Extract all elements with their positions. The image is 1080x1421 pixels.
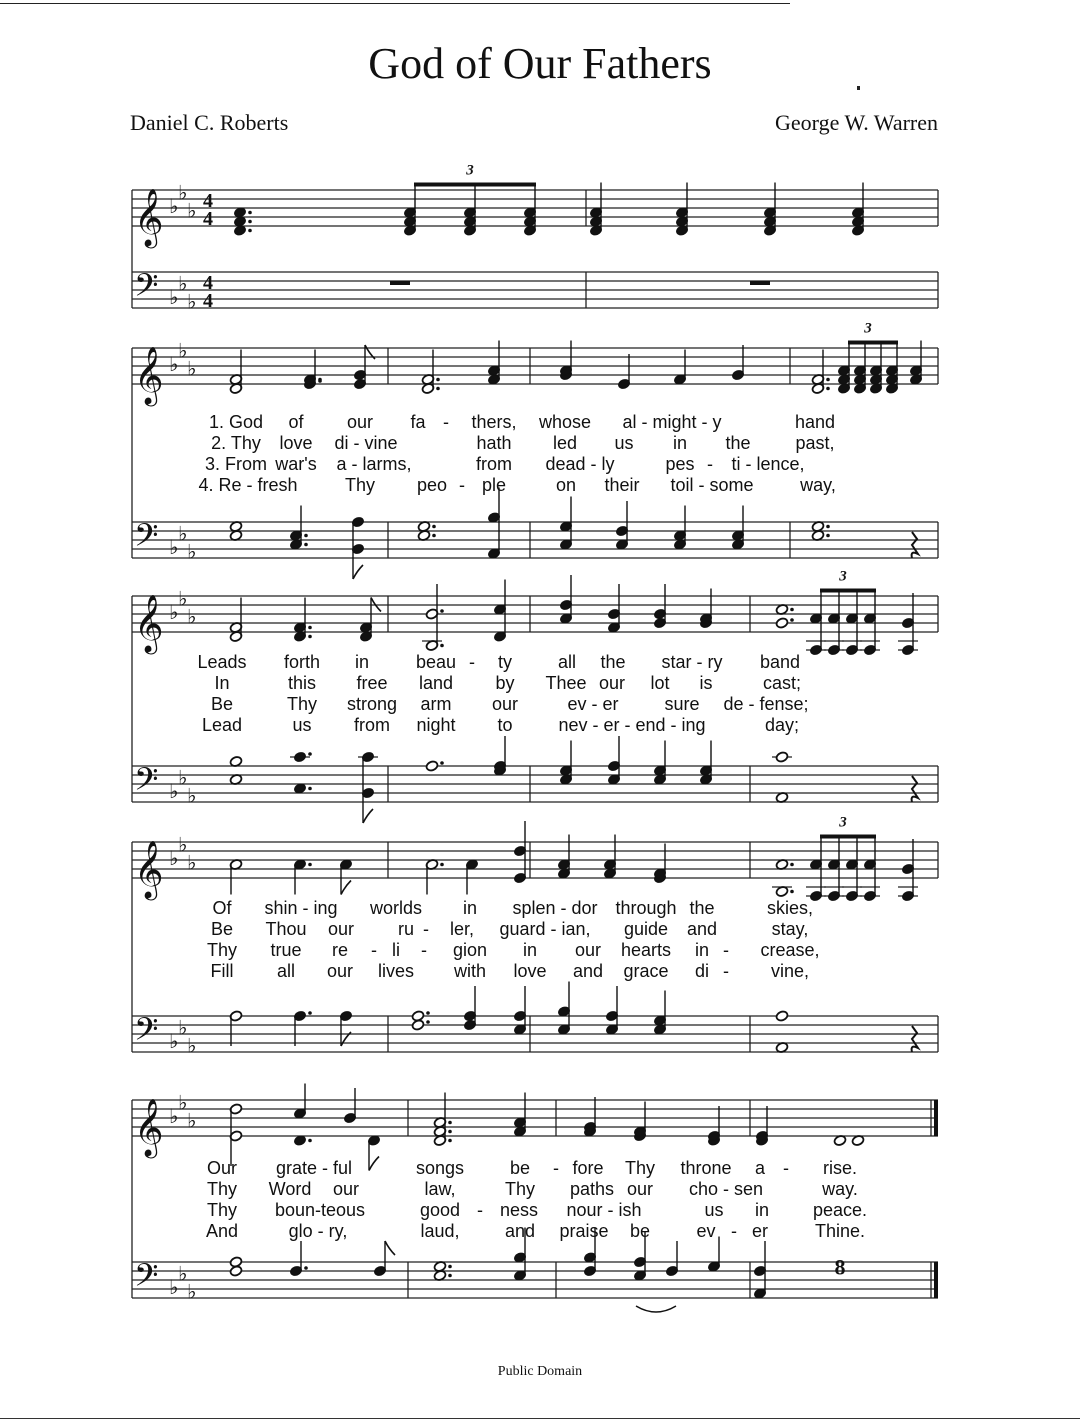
lyric-syllable: - [731, 1221, 737, 1241]
lyric-syllable: al - might - y [622, 412, 722, 432]
treble-clef-icon: 𝄞 [134, 1098, 164, 1156]
dot [440, 863, 444, 867]
treble-clef-icon: 𝄞 [134, 840, 164, 898]
lyric-syllable: ev - er [567, 694, 619, 714]
dot [436, 378, 440, 382]
key-flat-icon: ♭ [187, 1033, 197, 1058]
lyric-syllable: glo - ry, [288, 1221, 348, 1241]
key-flat-icon: ♭ [169, 352, 179, 376]
lyric-syllable: rise. [822, 1158, 858, 1178]
lyric-syllable: And [205, 1221, 239, 1241]
lyric-syllable: in [522, 940, 538, 960]
dot [440, 644, 444, 648]
dot [826, 525, 830, 529]
lyric-syllable: in [672, 433, 688, 453]
key-flat-icon: ♭ [169, 285, 179, 309]
lyric-syllable: in [354, 652, 370, 672]
dot [308, 1011, 312, 1015]
key-flat-icon: ♭ [187, 539, 197, 564]
text-author: Daniel C. Roberts [130, 110, 289, 135]
lyric-syllable: of [288, 412, 304, 432]
lyric-syllable: true [270, 940, 302, 960]
lyric-syllable: Leads [197, 652, 247, 672]
bottom-rule [0, 1418, 1080, 1419]
lyric-syllable: de - fense; [723, 694, 809, 714]
lyric-syllable: Our [206, 1158, 238, 1178]
lyric-syllable: - [477, 1200, 483, 1220]
lyric-syllable: nev - er - end - ing [558, 715, 706, 735]
lyric-syllable: di - vine [334, 433, 398, 453]
lyric-syllable: be [629, 1221, 651, 1241]
lyric-syllable: by [495, 673, 515, 693]
key-flat-icon: ♭ [178, 338, 188, 363]
lyric-syllable: Thee [545, 673, 587, 693]
lyric-syllable: arm [420, 694, 452, 714]
lyric-syllable: us [704, 1200, 724, 1220]
lyric-syllable: land [418, 673, 454, 693]
key-flat-icon: ♭ [187, 1279, 197, 1304]
dot [440, 609, 444, 613]
dot [448, 1139, 452, 1143]
whole-rest-icon [390, 281, 410, 285]
dot [248, 229, 252, 233]
triplet-beam [820, 835, 876, 839]
lyric-syllable: the [600, 652, 626, 672]
key-flat-icon: ♭ [187, 356, 197, 381]
lyric-syllable: skies, [766, 898, 814, 918]
key-flat-icon: ♭ [178, 765, 188, 790]
lyric-syllable: Thine. [814, 1221, 866, 1241]
time-signature-denominator: 4 [203, 290, 213, 312]
lyric-syllable: good [419, 1200, 461, 1220]
lyric-syllable: in [462, 898, 478, 918]
dot [308, 635, 312, 639]
verse-4-line [0, 1221, 1080, 1243]
verse-3-line [0, 694, 1080, 716]
lyric-syllable: a [754, 1158, 766, 1178]
dot [308, 787, 312, 791]
lyric-syllable: hearts [620, 940, 672, 960]
half-note-head [775, 617, 789, 629]
lyric-syllable: night [416, 715, 456, 735]
dot [304, 534, 308, 538]
bass-clef-icon: 𝄢 [134, 1257, 159, 1301]
lyric-syllable: guide [623, 919, 669, 939]
key-flat-icon: ♭ [178, 521, 188, 546]
dot [448, 1130, 452, 1134]
lyric-syllable: - [443, 412, 449, 432]
lyric-syllable: lives [377, 961, 415, 981]
lyric-syllable: guard - ian, [499, 919, 591, 939]
key-flat-icon: ♭ [178, 1261, 188, 1286]
lyric-syllable: strong [346, 694, 398, 714]
half-note-head [229, 1256, 243, 1268]
verse-1-line [0, 898, 1080, 920]
lyric-syllable: with [453, 961, 487, 981]
note-flag [363, 809, 373, 823]
lyric-syllable: ev [696, 1221, 716, 1241]
verse-2-line [0, 1179, 1080, 1201]
lyric-syllable: to [497, 715, 513, 735]
lyric-syllable: Fill [210, 961, 234, 981]
dot [448, 1121, 452, 1125]
lyric-syllable: ty [497, 652, 513, 672]
lyric-syllable: - [553, 1158, 559, 1178]
lyric-syllable: re [331, 940, 349, 960]
key-flat-icon: ♭ [178, 180, 188, 205]
lyric-syllable: Thou [265, 919, 307, 939]
dot [432, 534, 436, 538]
lyric-syllable: crease, [760, 940, 820, 960]
lyric-syllable: from [354, 715, 390, 735]
verse-4-line [0, 475, 1080, 497]
lyric-syllable: and [686, 919, 718, 939]
lyric-syllable: 4. Re - fresh [198, 475, 298, 495]
lyric-syllable: Of [212, 898, 232, 918]
lyric-syllable: our [491, 694, 519, 714]
lyric-syllable: - [421, 940, 427, 960]
lyric-syllable: toil - some [670, 475, 754, 495]
key-flat-icon: ♭ [169, 846, 179, 870]
lyric-syllable: our [574, 940, 602, 960]
lyric-syllable: paths [569, 1179, 615, 1199]
key-flat-icon: ♭ [178, 271, 188, 296]
lyric-syllable: - [723, 940, 729, 960]
whole-chord-figure: 8 [834, 1254, 846, 1280]
dot [790, 608, 794, 612]
lyric-syllable: 2. Thy [211, 433, 261, 453]
key-flat-icon: ♭ [187, 1108, 197, 1133]
lyric-syllable: cho - sen [688, 1179, 764, 1199]
lyric-syllable: splen - dor [512, 898, 598, 918]
lyric-syllable: be [509, 1158, 531, 1178]
treble-clef-icon: 𝄞 [134, 346, 164, 404]
time-signature-numerator: 4 [203, 272, 213, 294]
lyric-syllable: our [346, 412, 374, 432]
lyric-syllable: law, [424, 1179, 456, 1199]
verse-3-line [0, 1200, 1080, 1222]
lyric-syllable: love [513, 961, 547, 981]
triplet-number: 3 [466, 162, 474, 179]
key-flat-icon: ♭ [178, 586, 188, 611]
key-flat-icon: ♭ [169, 535, 179, 559]
triplet-number: 3 [839, 814, 847, 831]
dot [790, 618, 794, 622]
lyric-syllable: past, [795, 433, 835, 453]
verse-1-line [0, 412, 1080, 434]
lyric-syllable: on [555, 475, 577, 495]
lyric-syllable: our [626, 1179, 654, 1199]
lyric-syllable: In [214, 673, 230, 693]
lyric-syllable: their [604, 475, 640, 495]
note-flag [341, 881, 351, 895]
lyric-syllable: the [689, 898, 715, 918]
lyric-syllable: a - larms, [336, 454, 412, 474]
lyric-syllable: thers, [471, 412, 517, 432]
quarter-note-head [293, 751, 307, 763]
lyric-syllable: Thy [344, 475, 376, 495]
half-note-head [775, 1010, 789, 1022]
lyric-syllable: ler, [449, 919, 475, 939]
lyric-syllable: ru [397, 919, 415, 939]
copyright-footer: Public Domain [497, 1364, 583, 1379]
lyric-syllable: our [326, 961, 354, 981]
key-flat-icon: ♭ [169, 1275, 179, 1299]
lyric-syllable: the [725, 433, 751, 453]
lyric-syllable: ness [499, 1200, 539, 1220]
treble-clef-icon: 𝄞 [134, 188, 164, 246]
lyric-syllable: lot [650, 673, 670, 693]
key-flat-icon: ♭ [169, 1104, 179, 1128]
lyric-syllable: vine, [770, 961, 810, 981]
verse-3-line [0, 940, 1080, 962]
lyric-syllable: songs [415, 1158, 465, 1178]
quarter-rest-icon [912, 532, 918, 558]
hymn-title: God of Our Fathers [368, 39, 712, 88]
dot [432, 525, 436, 529]
lyric-syllable: Thy [206, 940, 238, 960]
key-flat-icon: ♭ [169, 779, 179, 803]
key-flat-icon: ♭ [178, 1015, 188, 1040]
lyric-syllable: grate - ful [275, 1158, 353, 1178]
treble-clef-icon: 𝄞 [134, 594, 164, 652]
lyric-syllable: whose [538, 412, 592, 432]
dot [448, 1265, 452, 1269]
quarter-rest-icon [912, 776, 918, 802]
lyric-syllable: hath [476, 433, 512, 453]
dot [436, 387, 440, 391]
lyric-syllable: star - ry [661, 652, 723, 672]
dot [448, 1274, 452, 1278]
half-note-head [775, 751, 789, 763]
lyric-syllable: - [469, 652, 475, 672]
lyric-syllable: in [694, 940, 710, 960]
lyric-syllable: this [287, 673, 317, 693]
lyric-syllable: Be [210, 694, 234, 714]
note-flag [385, 1241, 395, 1255]
lyric-syllable: ple [481, 475, 507, 495]
dot [308, 1139, 312, 1143]
dot [308, 752, 312, 756]
lyric-syllable: our [598, 673, 626, 693]
final-barline-thick [934, 1100, 938, 1136]
lyric-syllable: Thy [504, 1179, 536, 1199]
dot [426, 1020, 430, 1024]
lyric-syllable: forth [283, 652, 321, 672]
lyric-syllable: nour - ish [566, 1200, 642, 1220]
triplet-beam [848, 341, 898, 345]
lyric-syllable: from [476, 454, 512, 474]
lyric-syllable: and [504, 1221, 536, 1241]
key-flat-icon: ♭ [169, 194, 179, 218]
lyric-syllable: - [783, 1158, 789, 1178]
lyric-syllable: band [759, 652, 801, 672]
lyric-syllable: love [279, 433, 313, 453]
lyric-syllable: - [371, 940, 377, 960]
lyric-syllable: dead - ly [545, 454, 615, 474]
key-flat-icon: ♭ [187, 289, 197, 314]
lyric-syllable: worlds [369, 898, 423, 918]
dot [318, 378, 322, 382]
lyric-syllable: di [694, 961, 710, 981]
music-composer: George W. Warren [775, 110, 938, 135]
key-flat-icon: ♭ [169, 1029, 179, 1053]
lyric-syllable: pes [665, 454, 695, 474]
time-signature-numerator: 4 [203, 190, 213, 212]
lyric-syllable: us [614, 433, 634, 453]
lyric-syllable: free [356, 673, 388, 693]
lyric-syllable: 1. God [208, 412, 264, 432]
lyric-syllable: praise [559, 1221, 609, 1241]
key-flat-icon: ♭ [178, 1090, 188, 1115]
note-flag [353, 565, 363, 579]
lyric-syllable: through [615, 898, 677, 918]
lyric-syllable: fa [410, 412, 426, 432]
verse-3-line [0, 454, 1080, 476]
lyric-syllable: peace. [812, 1200, 868, 1220]
lyric-syllable: - [423, 919, 429, 939]
key-flat-icon: ♭ [178, 832, 188, 857]
verse-4-line [0, 715, 1080, 737]
lyric-syllable: us [292, 715, 312, 735]
lyric-syllable: er [751, 1221, 769, 1241]
bass-clef-icon: 𝄢 [134, 1011, 159, 1055]
key-flat-icon: ♭ [187, 783, 197, 808]
dot [308, 863, 312, 867]
lyric-syllable: peo [416, 475, 448, 495]
lyric-syllable: Word [268, 1179, 312, 1199]
lyric-syllable: all [276, 961, 296, 981]
dot [304, 543, 308, 547]
verse-2-line [0, 919, 1080, 941]
verse-1-line [0, 652, 1080, 674]
lyric-syllable: - [459, 475, 465, 495]
lyric-syllable: sure [664, 694, 700, 714]
key-flat-icon: ♭ [169, 600, 179, 624]
lyric-syllable: cast; [762, 673, 802, 693]
quarter-rest-icon [912, 1026, 918, 1052]
triplet-number: 3 [839, 568, 847, 585]
lyric-syllable: gion [452, 940, 488, 960]
dot [304, 1266, 308, 1270]
lyric-syllable: in [754, 1200, 770, 1220]
lyric-syllable: Thy [206, 1200, 238, 1220]
half-note-head [411, 1010, 425, 1022]
final-barline-thick [934, 1262, 938, 1298]
lyric-syllable: - [723, 961, 729, 981]
verse-1-line [0, 1158, 1080, 1180]
lyric-syllable: way. [822, 1179, 858, 1199]
lyric-syllable: li [392, 940, 400, 960]
dot [790, 863, 794, 867]
lyric-syllable: day; [764, 715, 800, 735]
triplet-beam [820, 589, 876, 593]
key-flat-icon: ♭ [187, 850, 197, 875]
lyric-syllable: all [557, 652, 577, 672]
dot [826, 534, 830, 538]
triplet-beam [414, 183, 536, 187]
lyric-syllable: our [327, 919, 355, 939]
key-flat-icon: ♭ [187, 198, 197, 223]
key-flat-icon: ♭ [187, 604, 197, 629]
tie-arc [636, 1306, 676, 1312]
lyric-syllable: is [699, 673, 713, 693]
lyric-syllable: grace [623, 961, 669, 981]
bass-clef-icon: 𝄢 [134, 761, 159, 805]
half-note-head [425, 760, 439, 772]
lyric-syllable: way, [800, 475, 836, 495]
lyric-syllable: stay, [771, 919, 809, 939]
whole-rest-icon [750, 281, 770, 285]
dot [248, 211, 252, 215]
lyric-syllable: Thy [286, 694, 318, 714]
verse-2-line [0, 673, 1080, 695]
bass-clef-icon: 𝄢 [134, 517, 159, 561]
lyric-syllable: boun-teous [274, 1200, 366, 1220]
lyric-syllable: Lead [201, 715, 243, 735]
lyric-syllable: war's [275, 454, 317, 474]
dot [440, 761, 444, 765]
lyric-syllable: Be [210, 919, 234, 939]
bass-clef-icon: 𝄢 [134, 267, 159, 311]
lyric-syllable: laud, [420, 1221, 460, 1241]
lyric-syllable: ti - lence, [731, 454, 805, 474]
dot [826, 387, 830, 391]
lyric-syllable: Thy [624, 1158, 656, 1178]
lyric-syllable: fore [572, 1158, 604, 1178]
lyric-syllable: Thy [206, 1179, 238, 1199]
lyric-syllable: beau [415, 652, 457, 672]
lyric-syllable: hand [794, 412, 836, 432]
dot [826, 378, 830, 382]
dot [426, 1011, 430, 1015]
verse-4-line [0, 961, 1080, 983]
lyric-syllable: 3. From [204, 454, 268, 474]
lyric-syllable: throne [680, 1158, 732, 1178]
dot [790, 890, 794, 894]
verse-2-line [0, 433, 1080, 455]
lyric-syllable: and [572, 961, 604, 981]
time-signature-denominator: 4 [203, 208, 213, 230]
lyric-syllable: led [552, 433, 578, 453]
dot [308, 626, 312, 630]
lyric-syllable: our [332, 1179, 360, 1199]
lyric-syllable: - [707, 454, 713, 474]
lyric-syllable: shin - ing [264, 898, 338, 918]
dot [248, 220, 252, 224]
triplet-number: 3 [864, 320, 872, 337]
